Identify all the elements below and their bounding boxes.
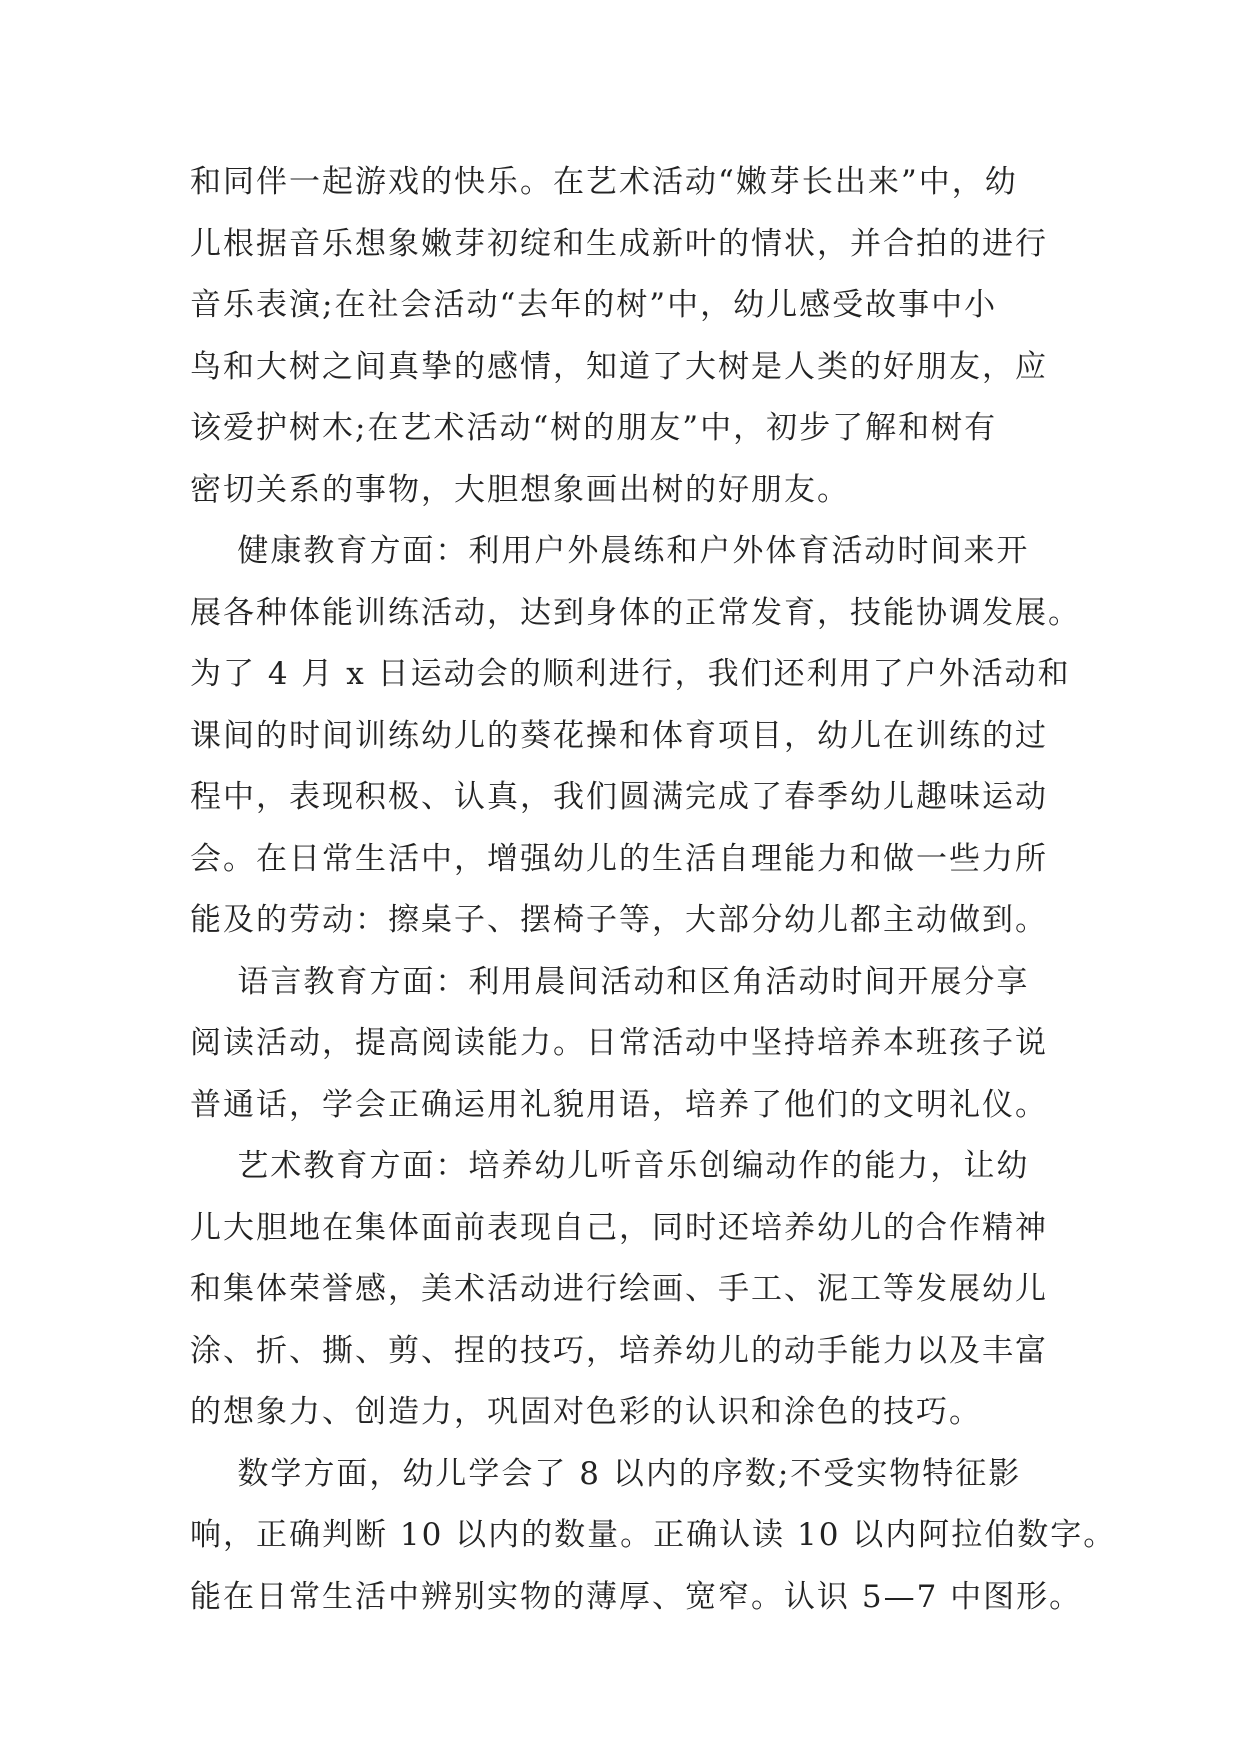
- text-line: 艺术教育方面：培养幼儿听音乐创编动作的能力，让幼: [190, 1148, 1030, 1184]
- document-body: [190, 152, 1117, 1628]
- text-line: 和同伴一起游戏的快乐。在艺术活动“嫩芽长出来”中，幼: [190, 164, 1018, 200]
- text-line: 普通话，学会正确运用礼貌用语，培养了他们的文明礼仪。: [190, 1086, 1048, 1123]
- text-line: 会。在日常生活中，增强幼儿的生活自理能力和做一些力所: [190, 840, 1048, 877]
- text-line: 能及的劳动：擦桌子、摆椅子等，大部分幼儿都主动做到。: [190, 902, 1048, 938]
- text-line: 展各种体能训练活动，达到身体的正常发育，技能协调发展。: [190, 594, 1081, 631]
- text-line: 响，正确判断 10 以内的数量。正确认读 10 以内阿拉伯数字。: [190, 1517, 1117, 1553]
- text-line: 和集体荣誉感，美术活动进行绘画、手工、泥工等发展幼儿: [190, 1271, 1048, 1307]
- text-line: 音乐表演;在社会活动“去年的树”中，幼儿感受故事中小: [190, 287, 998, 323]
- text-line: 该爱护树木;在艺术活动“树的朋友”中，初步了解和树有: [190, 410, 998, 446]
- text-line: 密切关系的事物，大胆想象画出树的好朋友。: [190, 471, 850, 508]
- text-line: 健康教育方面：利用户外晨练和户外体育活动时间来开: [190, 533, 1030, 569]
- text-line: 儿大胆地在集体面前表现自己，同时还培养幼儿的合作精神: [190, 1209, 1048, 1246]
- text-line: 课间的时间训练幼儿的葵花操和体育项目，幼儿在训练的过: [190, 717, 1048, 754]
- text-line: 程中，表现积极、认真，我们圆满完成了春季幼儿趣味运动: [190, 779, 1048, 815]
- text-line: 数学方面，幼儿学会了 8 以内的序数;不受实物特征影: [190, 1455, 1022, 1492]
- text-line: 能在日常生活中辨别实物的薄厚、宽窄。认识 5—7 中图形。: [190, 1578, 1083, 1615]
- text-line: 涂、折、撕、剪、捏的技巧，培养幼儿的动手能力以及丰富: [190, 1332, 1048, 1369]
- text-line: 的想象力、创造力，巩固对色彩的认识和涂色的技巧。: [190, 1394, 982, 1430]
- text-line: 鸟和大树之间真挚的感情，知道了大树是人类的好朋友，应: [190, 348, 1048, 385]
- text-line: 儿根据音乐想象嫩芽初绽和生成新叶的情状，并合拍的进行: [190, 225, 1048, 262]
- text-line: 语言教育方面：利用晨间活动和区角活动时间开展分享: [190, 963, 1030, 1000]
- text-line: 为了 4 月 x 日运动会的顺利进行，我们还利用了户外活动和: [190, 656, 1071, 692]
- text-line: 阅读活动，提高阅读能力。日常活动中坚持培养本班孩子说: [190, 1025, 1048, 1061]
